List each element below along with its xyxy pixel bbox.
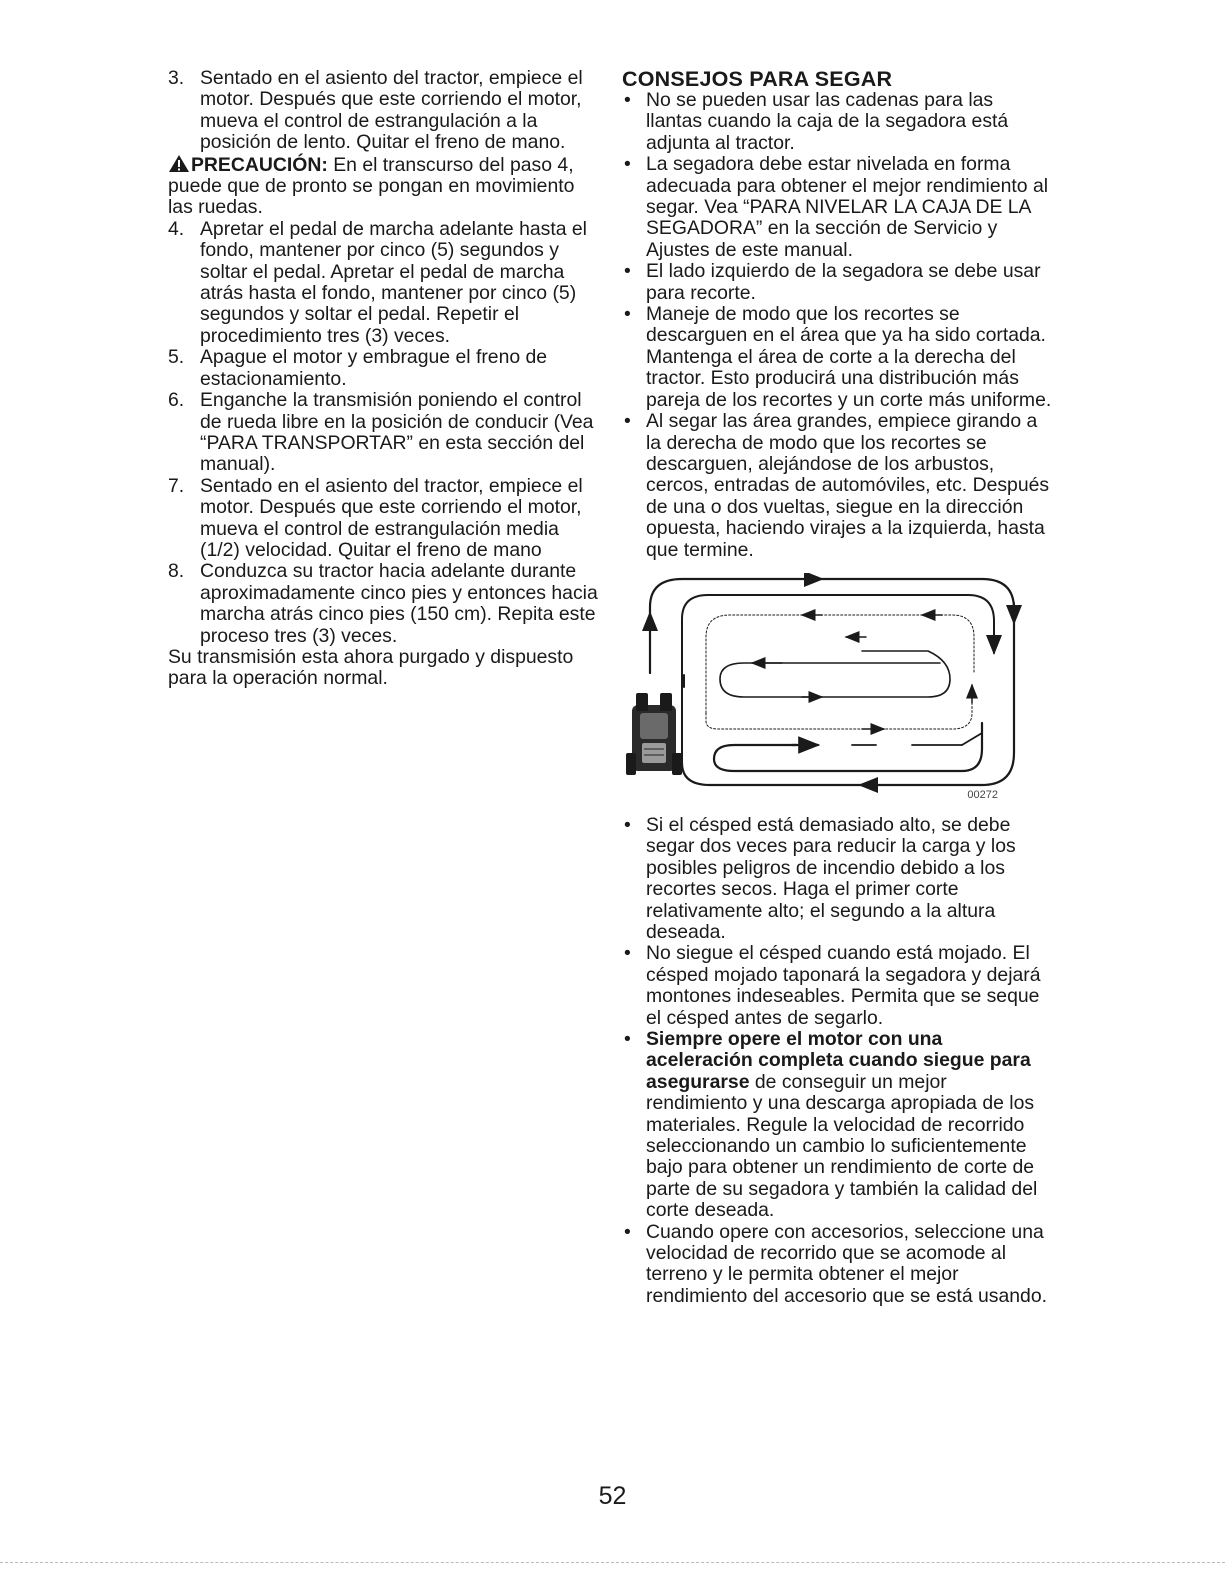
loop-inner <box>720 651 950 697</box>
tip-text: Si el césped está demasiado alto, se debe segar dos veces para reducir la carga y los posibles peligros de incendio debido a los recortes secos. Haga el primer corte relativamente alto; el segundo a la altura deseada. <box>646 813 1016 943</box>
step-text: Sentado en el asiento del tractor, empiece el motor. Después que este corriendo el motor, mueva el control de estrangulación a la posición de lento. Quitar el freno de mano. <box>200 67 583 154</box>
step-text: Sentado en el asiento del tractor, empiece el motor. Después que este corriendo el motor, mueva el control de estrangulación media (1/2) velocidad. Quitar el freno de mano <box>200 474 583 561</box>
bullet-icon: • <box>624 303 631 326</box>
step-number: 7. <box>168 474 185 497</box>
outer-path <box>650 579 1014 785</box>
tip-item <box>622 943 1052 1029</box>
bullet-icon: • <box>624 1220 631 1243</box>
tip-item <box>622 815 1052 943</box>
step-number: 6. <box>168 389 185 412</box>
step-number: 4. <box>168 217 185 240</box>
tip-item <box>622 1222 1052 1308</box>
section-heading: CONSEJOS PARA SEGAR <box>622 67 893 91</box>
tip-text: de conseguir un mejor rendimiento y una descarga apropiada de los materiales. Regule la velocidad de recorrido seleccionando un cambio lo suficientemente bajo para obtener un rendimiento de corte de parte de su segadora y también la calidad del corte deseada. <box>646 1070 1038 1222</box>
step-item <box>168 68 598 154</box>
bullet-icon: • <box>624 813 631 836</box>
step-item <box>168 561 598 647</box>
step-text: Apague el motor y embrague el freno de estacionamiento. <box>200 346 548 390</box>
step-number: 5. <box>168 346 185 369</box>
tip-item <box>622 304 1052 411</box>
tip-item <box>622 411 1052 561</box>
step-text: Apretar el pedal de marcha adelante hasta el fondo, mantener por cinco (5) segundos y soltar el pedal. Apretar el pedal de marcha atrás hasta el fondo, mantener por cinco (5) segundos y soltar el pedal. Repetir el procedimiento tres (3) veces. <box>200 217 587 347</box>
tip-text: Maneje de modo que los recortes se descarguen en el área que ya ha sido cortada. Mantenga el área de corte a la derecha del tractor. Esto producirá una distribución más pareja de los recortes y un corte más uniforme. <box>646 303 1052 411</box>
bullet-icon: • <box>624 410 631 433</box>
tips-list-a <box>622 90 1052 561</box>
tip-text: No siegue el césped cuando está mojado. El césped mojado taponará la segadora y dejará montones indeseables. Permita que se seque el césped antes de segarlo. <box>646 942 1041 1029</box>
bullet-icon: • <box>624 1028 631 1050</box>
tip-text: La segadora debe estar nivelada en forma adecuada para obtener el mejor rendimiento al segar. Vea “PARA NIVELAR LA CAJA DE LA SEGADORA” en la sección de Servicio y Ajustes de este manual. <box>646 153 1049 261</box>
tip-text: No se pueden usar las cadenas para las llantas cuando la caja de la segadora está adjunta al tractor. <box>646 89 1009 154</box>
tip-item <box>622 261 1052 304</box>
tip-item <box>622 1029 1052 1222</box>
step-number: 8. <box>168 560 185 583</box>
page-number: 52 <box>598 1482 627 1510</box>
step-text: Enganche la transmisión poniendo el control de rueda libre en la posición de conducir (Vea “PARA TRANSPORTAR” en esta sección del manual). <box>200 389 594 476</box>
tips-list-b <box>622 815 1052 1307</box>
step-item <box>168 347 598 390</box>
loop-return <box>706 685 972 729</box>
tip-text: Al segar las área grandes, empiece girando a la derecha de modo que los recortes se descarguen, alejándose de los arbustos, cercos, entradas de automóviles, etc. Después de una o dos vueltas, siegue en la dirección opuesta, haciendo virajes a la izquierda, hasta que termine. <box>646 410 1050 561</box>
bullet-icon: • <box>624 260 631 283</box>
step-item <box>168 476 598 562</box>
figure-code: 00272 <box>967 788 998 801</box>
step-item <box>168 219 598 347</box>
tip-item <box>622 154 1052 261</box>
caution-text: En el transcurso del paso 4, puede que de pronto se pongan en movimiento las ruedas. <box>168 153 575 219</box>
tip-bold-text: Siempre opere el motor con una aceleración completa cuando siegue para asegurarse <box>646 1028 1031 1093</box>
left-column <box>168 68 598 690</box>
mowing-pattern-svg <box>622 573 1022 805</box>
tip-text: Cuando opere con accesorios, seleccione una velocidad de recorrido que se acomode al terreno y le permita obtener el mejor rendimiento del accesorio que se está usando. <box>646 1220 1047 1307</box>
loop-3 <box>706 615 974 713</box>
right-column <box>622 68 1052 1307</box>
steps-list-a <box>168 68 598 154</box>
bottom-divider <box>0 1562 1225 1563</box>
step-item <box>168 390 598 476</box>
caution-notice <box>168 154 598 219</box>
loop-lower <box>714 745 796 759</box>
tip-text: El lado izquierdo de la segadora se debe usar para recorte. <box>646 260 1041 304</box>
bullet-icon: • <box>624 942 631 965</box>
step-number: 3. <box>168 67 185 89</box>
bullet-icon: • <box>624 89 631 111</box>
closing-paragraph: Su transmisión esta ahora purgado y dispuesto para la operación normal. <box>168 645 574 690</box>
warning-triangle-icon <box>168 154 190 173</box>
bullet-icon: • <box>624 153 631 176</box>
mowing-pattern-diagram <box>622 573 1022 805</box>
caution-label: PRECAUCIÓN: <box>191 153 328 176</box>
tip-item <box>622 90 1052 154</box>
tractor-icon <box>626 693 682 775</box>
steps-list-b <box>168 219 598 647</box>
step-text: Conduzca su tractor hacia adelante durante aproximadamente cinco pies y entonces hacia marcha atrás cinco pies (150 cm). Repita este proceso tres (3) veces. <box>200 560 598 647</box>
loop-2 <box>682 595 994 763</box>
